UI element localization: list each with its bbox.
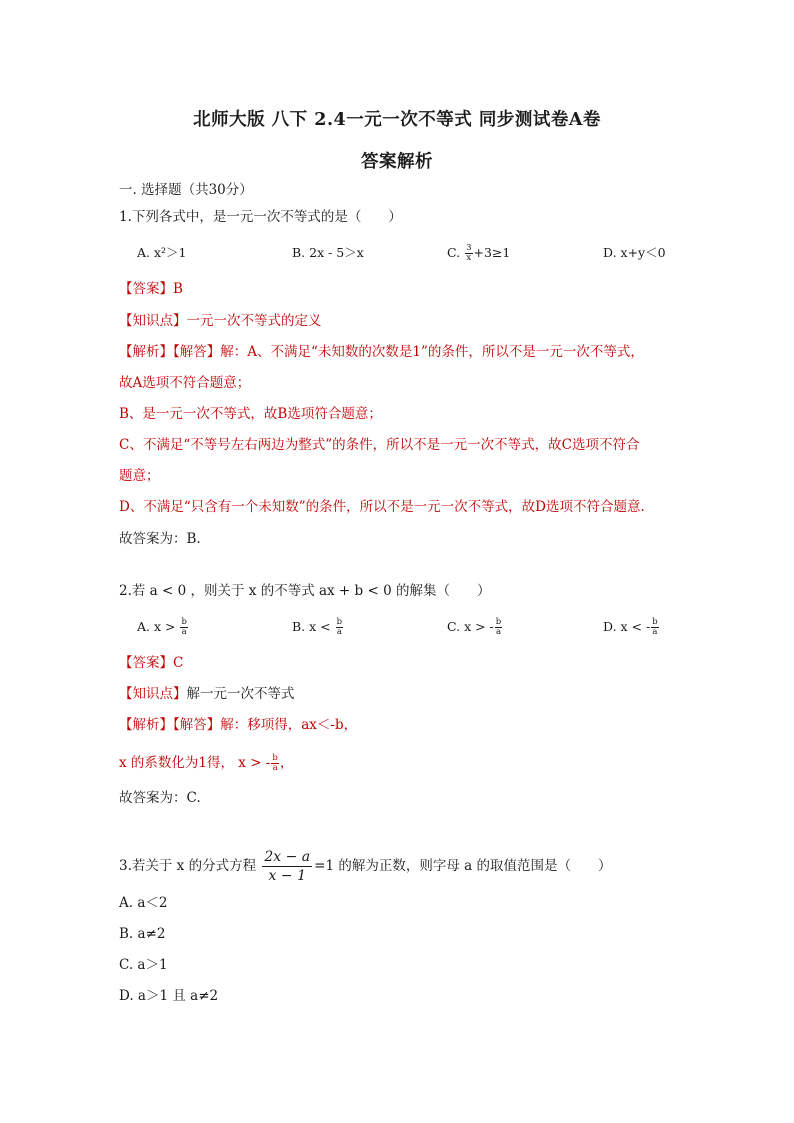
q1-option-b: B. 2x - 5＞x (292, 245, 364, 260)
q2-answer: 【答案】C (119, 655, 184, 671)
q1-option-c-fraction: $\frac{3}{x}$ (466, 243, 472, 263)
q3-stem: 3.若关于 x 的分式方程 $\frac{2x - a}{x - 1}$ =1 的解为正数，则字母 a 的取值范围是（ ） (119, 849, 612, 884)
q1-knowledge-point: 【知识点】一元一次不等式的定义 (119, 313, 322, 329)
q1-analysis-line-3: B、是一元一次不等式，故B选项符合题意； (119, 406, 382, 422)
q2-analysis-line-2: x 的系数化为1得， x > - $\frac{b}{a}$ ， (119, 753, 294, 773)
q3-equation-fraction: $\frac{2x - a}{x - 1}$ (264, 849, 311, 884)
section-heading: 一. 选择题（共30分） (119, 182, 253, 198)
q2-stem: 2.若 a < 0 ，则关于 x 的不等式 ax + b < 0 的解集（ ） (119, 583, 491, 599)
document-subtitle: 答案解析 (361, 152, 433, 172)
q3-option-d: D. a＞1 且 a≠2 (119, 988, 219, 1004)
q1-option-d: D. x+y＜0 (603, 245, 666, 260)
q1-stem: 1.下列各式中，是一元一次不等式的是（ ） (119, 209, 402, 225)
q1-analysis-line-5: 题意； (119, 468, 160, 484)
document-title: 北师大版 八下 2.4一元一次不等式 同步测试卷A卷 (193, 110, 601, 130)
q2-option-d: D. x < - $\frac{b}{a}$ (603, 617, 658, 637)
q2-option-b: B. x < $\frac{b}{a}$ (292, 617, 343, 637)
q1-final-answer: 故答案为：B. (119, 531, 201, 547)
q2-option-c: C. x > - $\frac{b}{a}$ (447, 617, 502, 637)
q1-analysis-line-6: D、不满足“只含有一个未知数”的条件，所以不是一元一次不等式，故D选项不符合题意. (119, 499, 645, 515)
q2-analysis-line-1: 【解析】【解答】解：移项得，ax＜-b， (119, 717, 358, 733)
q1-option-a: A. x²＞1 (137, 245, 187, 260)
q2-option-a: A. x > $\frac{b}{a}$ (137, 617, 187, 637)
q2-knowledge-point: 【知识点】解一元一次不等式 (119, 686, 295, 702)
q3-option-c: C. a＞1 (119, 957, 168, 973)
q1-answer: 【答案】B (119, 281, 183, 297)
q3-option-a: A. a＜2 (119, 895, 168, 911)
q1-analysis-line-1: 【解析】【解答】解：A、不满足“未知数的次数是1”的条件，所以不是一元一次不等式， (119, 344, 644, 360)
q1-analysis-line-2: 故A选项不符合题意； (119, 375, 251, 391)
q3-option-b: B. a≠2 (119, 926, 166, 942)
q1-option-c: C. $\frac{3}{x}$ +3≥1 (447, 243, 511, 263)
q1-analysis-line-4: C、不满足“不等号左右两边为整式”的条件，所以不是一元一次不等式，故C选项不符合 (119, 437, 640, 453)
q2-final-answer: 故答案为：C. (119, 790, 201, 806)
